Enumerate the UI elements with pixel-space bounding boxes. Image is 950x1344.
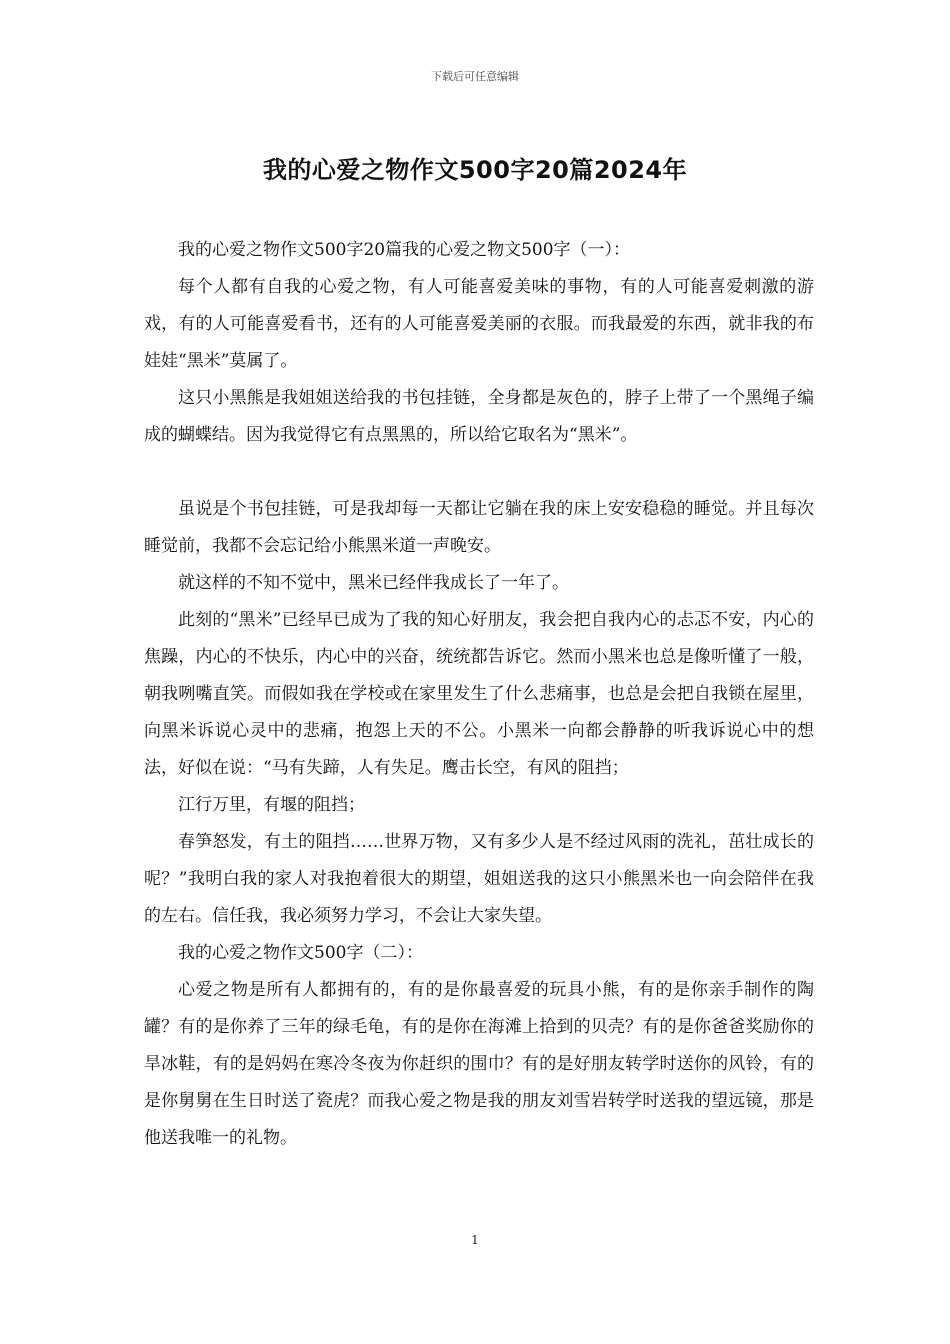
- document-title: 我的心爱之物作文500字20篇2024年: [262, 156, 688, 184]
- paragraph: 此刻的“黑米”已经早已成为了我的知心好朋友，我会把自我内心的忐忑不安，内心的焦躁，内心的不快乐，内心中的兴奋，统统都告诉它。然而小黑米也总是像听懂了一般，朝我咧嘴直笑。而假如我在学校或在家里发生了什么悲痛事，也总是会把自我锁在屋里，向黑米诉说心灵中的悲痛，抱怨上天的不公。小黑米一向都会静静的听我诉说心中的想法，好似在说：“马有失蹄，人有失足。鹰击长空，有风的阻挡；: [144, 610, 814, 778]
- paragraph: 虽说是个书包挂链，可是我却每一天都让它躺在我的床上安安稳稳的睡觉。并且每次睡觉前，我都不会忘记给小熊黑米道一声晚安。: [144, 499, 814, 556]
- page-header-note: 下载后可任意编辑: [431, 70, 519, 83]
- paragraph: 江行万里，有堰的阻挡；: [178, 795, 365, 815]
- paragraph: 春笋怒发，有土的阻挡……世界万物，又有多少人是不经过风雨的洗礼，茁壮成长的呢？”我明白我的家人对我抱着很大的期望，姐姐送我的这只小熊黑米也一向会陪伴在我的左右。信任我，我必须努力学习，不会让大家失望。: [144, 832, 814, 926]
- paragraph: 这只小黑熊是我姐姐送给我的书包挂链，全身都是灰色的，脖子上带了一个黑绳子编成的蝴蝶结。因为我觉得它有点黑黑的，所以给它取名为“黑米”。: [144, 388, 814, 445]
- paragraph: 就这样的不知不觉中，黑米已经伴我成长了一年了。: [178, 573, 569, 593]
- paragraph: 每个人都有自我的心爱之物，有人可能喜爱美味的事物，有的人可能喜爱刺激的游戏，有的人可能喜爱看书，还有的人可能喜爱美丽的衣服。而我最爱的东西，就非我的布娃娃“黑米”莫属了。: [144, 277, 814, 371]
- page-number: 1: [471, 1233, 479, 1247]
- document-body: [144, 232, 814, 1157]
- paragraph-section-heading: 我的心爱之物作文500字（二）：: [178, 943, 423, 963]
- paragraph: 心爱之物是所有人都拥有的，有的是你最喜爱的玩具小熊，有的是你亲手制作的陶罐？有的是你养了三年的绿毛龟，有的是你在海滩上拾到的贝壳？有的是你爸爸奖励你的旱冰鞋，有的是妈妈在寒冷冬夜为你赶织的围巾？有的是好朋友转学时送你的风铃，有的是你舅舅在生日时送了瓷虎？而我心爱之物是我的朋友刘雪岩转学时送我的望远镜，那是他送我唯一的礼物。: [144, 980, 814, 1148]
- paragraph-intro: 我的心爱之物作文500字20篇我的心爱之物文500字（一）：: [178, 240, 631, 260]
